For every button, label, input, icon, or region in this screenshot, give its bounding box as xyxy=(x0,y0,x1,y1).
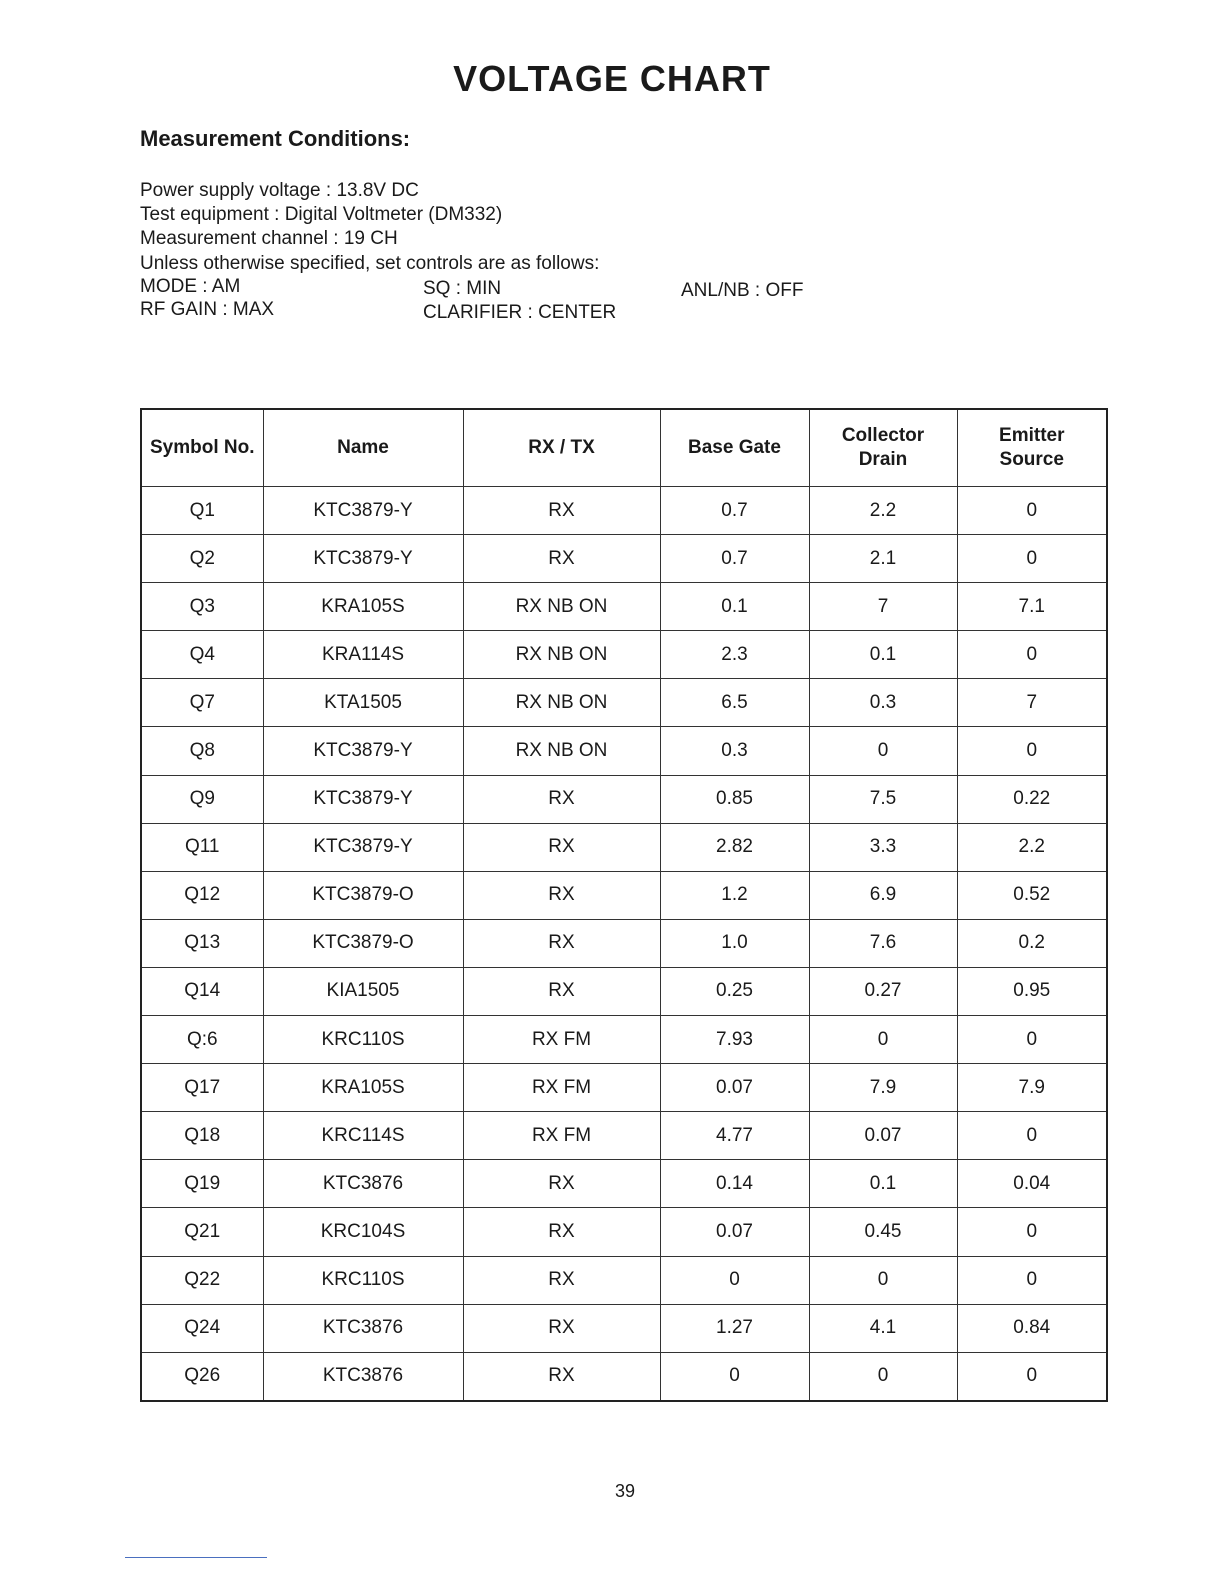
cell-base-gate: 0.85 xyxy=(660,775,809,823)
cell-symbol: Q22 xyxy=(141,1256,263,1304)
clarifier-setting: CLARIFIER : CENTER xyxy=(423,302,617,323)
cell-name: KRA105S xyxy=(263,583,463,631)
cell-name: KTC3879-Y xyxy=(263,775,463,823)
cell-rx-tx: RX NB ON xyxy=(463,631,660,679)
cell-symbol: Q12 xyxy=(141,871,263,919)
cell-emitter-source: 0 xyxy=(957,535,1107,583)
cell-symbol: Q9 xyxy=(141,775,263,823)
cell-rx-tx: RX xyxy=(463,1160,660,1208)
table-body xyxy=(141,487,1107,1402)
table-row xyxy=(141,1160,1107,1208)
cell-collector-drain: 2.1 xyxy=(809,535,957,583)
cell-collector-drain: 0.45 xyxy=(809,1208,957,1256)
cell-name: KIA1505 xyxy=(263,967,463,1015)
cell-name: KRC110S xyxy=(263,1016,463,1064)
cell-name: KRA114S xyxy=(263,631,463,679)
cell-rx-tx: RX xyxy=(463,775,660,823)
header-collector: Collector xyxy=(841,425,925,446)
header-emitter-source xyxy=(957,409,1107,487)
page-number: 39 xyxy=(614,1481,636,1501)
cell-base-gate: 4.77 xyxy=(660,1112,809,1160)
table-row xyxy=(141,823,1107,871)
cell-symbol: Q3 xyxy=(141,583,263,631)
cell-base-gate: 0.7 xyxy=(660,487,809,535)
cell-collector-drain: 6.9 xyxy=(809,871,957,919)
cell-symbol: Q2 xyxy=(141,535,263,583)
cell-emitter-source: 7 xyxy=(957,679,1107,727)
cell-symbol: Q1 xyxy=(141,487,263,535)
table-row xyxy=(141,1256,1107,1304)
cell-name: KTA1505 xyxy=(263,679,463,727)
table-row xyxy=(141,535,1107,583)
cell-rx-tx: RX xyxy=(463,1304,660,1352)
cell-collector-drain: 2.2 xyxy=(809,487,957,535)
cell-emitter-source: 0 xyxy=(957,1016,1107,1064)
cell-symbol: Q:6 xyxy=(141,1016,263,1064)
table-header-row xyxy=(141,409,1107,487)
anl-nb-setting: ANL/NB : OFF xyxy=(681,280,804,301)
table-row xyxy=(141,871,1107,919)
table-row xyxy=(141,1064,1107,1112)
cell-emitter-source: 0 xyxy=(957,487,1107,535)
header-drain: Drain xyxy=(858,449,908,470)
cell-rx-tx: RX xyxy=(463,1256,660,1304)
cell-collector-drain: 0 xyxy=(809,1016,957,1064)
cell-base-gate: 0.25 xyxy=(660,967,809,1015)
table-row xyxy=(141,919,1107,967)
cell-emitter-source: 0.84 xyxy=(957,1304,1107,1352)
table-row xyxy=(141,775,1107,823)
cell-rx-tx: RX NB ON xyxy=(463,727,660,775)
table-row xyxy=(141,583,1107,631)
table-row xyxy=(141,1304,1107,1352)
cell-symbol: Q17 xyxy=(141,1064,263,1112)
cell-rx-tx: RX NB ON xyxy=(463,583,660,631)
cell-base-gate: 2.82 xyxy=(660,823,809,871)
table-row xyxy=(141,1112,1107,1160)
cell-base-gate: 1.27 xyxy=(660,1304,809,1352)
cell-collector-drain: 0 xyxy=(809,1352,957,1401)
header-rx-tx: RX / TX xyxy=(463,409,660,487)
cell-base-gate: 0 xyxy=(660,1256,809,1304)
cell-rx-tx: RX xyxy=(463,823,660,871)
header-name: Name xyxy=(263,409,463,487)
cell-symbol: Q4 xyxy=(141,631,263,679)
cell-name: KTC3876 xyxy=(263,1304,463,1352)
cell-emitter-source: 7.1 xyxy=(957,583,1107,631)
voltage-table xyxy=(140,408,1108,1402)
cell-name: KTC3879-O xyxy=(263,871,463,919)
controls-intro-line: Unless otherwise specified, set controls are as follows: xyxy=(140,253,600,274)
cell-symbol: Q14 xyxy=(141,967,263,1015)
table-row xyxy=(141,679,1107,727)
table-row xyxy=(141,1208,1107,1256)
cell-name: KTC3879-Y xyxy=(263,823,463,871)
cell-name: KTC3879-Y xyxy=(263,487,463,535)
power-supply-line: Power supply voltage : 13.8V DC xyxy=(140,180,419,201)
cell-emitter-source: 0.22 xyxy=(957,775,1107,823)
cell-collector-drain: 0.1 xyxy=(809,631,957,679)
sq-setting: SQ : MIN xyxy=(423,278,502,299)
cell-rx-tx: RX FM xyxy=(463,1016,660,1064)
cell-emitter-source: 0 xyxy=(957,1352,1107,1401)
cell-rx-tx: RX FM xyxy=(463,1112,660,1160)
cell-rx-tx: RX xyxy=(463,871,660,919)
cell-collector-drain: 7.9 xyxy=(809,1064,957,1112)
cell-emitter-source: 0 xyxy=(957,1256,1107,1304)
footer-rule xyxy=(125,1557,267,1558)
cell-collector-drain: 3.3 xyxy=(809,823,957,871)
cell-symbol: Q13 xyxy=(141,919,263,967)
cell-rx-tx: RX xyxy=(463,1208,660,1256)
cell-base-gate: 0.3 xyxy=(660,727,809,775)
cell-rx-tx: RX xyxy=(463,967,660,1015)
test-equipment-line: Test equipment : Digital Voltmeter (DM332) xyxy=(140,204,503,225)
header-emitter: Emitter xyxy=(999,425,1065,446)
cell-emitter-source: 0 xyxy=(957,1112,1107,1160)
cell-base-gate: 0.07 xyxy=(660,1064,809,1112)
cell-name: KTC3876 xyxy=(263,1352,463,1401)
cell-rx-tx: RX NB ON xyxy=(463,679,660,727)
cell-base-gate: 0.14 xyxy=(660,1160,809,1208)
cell-base-gate: 1.2 xyxy=(660,871,809,919)
cell-symbol: Q7 xyxy=(141,679,263,727)
cell-collector-drain: 0.3 xyxy=(809,679,957,727)
rf-gain-setting: RF GAIN : MAX xyxy=(140,299,275,320)
cell-collector-drain: 0.27 xyxy=(809,967,957,1015)
header-source: Source xyxy=(999,449,1064,470)
cell-base-gate: 7.93 xyxy=(660,1016,809,1064)
cell-name: KRC110S xyxy=(263,1256,463,1304)
cell-base-gate: 1.0 xyxy=(660,919,809,967)
cell-collector-drain: 7 xyxy=(809,583,957,631)
cell-collector-drain: 0.07 xyxy=(809,1112,957,1160)
cell-name: KRC104S xyxy=(263,1208,463,1256)
cell-rx-tx: RX xyxy=(463,1352,660,1401)
cell-collector-drain: 0.1 xyxy=(809,1160,957,1208)
cell-symbol: Q24 xyxy=(141,1304,263,1352)
cell-name: KRC114S xyxy=(263,1112,463,1160)
cell-rx-tx: RX FM xyxy=(463,1064,660,1112)
cell-base-gate: 0.07 xyxy=(660,1208,809,1256)
cell-emitter-source: 0.04 xyxy=(957,1160,1107,1208)
cell-base-gate: 6.5 xyxy=(660,679,809,727)
cell-base-gate: 0 xyxy=(660,1352,809,1401)
cell-emitter-source: 0.52 xyxy=(957,871,1107,919)
table-row xyxy=(141,1016,1107,1064)
cell-rx-tx: RX xyxy=(463,487,660,535)
cell-symbol: Q19 xyxy=(141,1160,263,1208)
cell-symbol: Q21 xyxy=(141,1208,263,1256)
cell-name: KTC3876 xyxy=(263,1160,463,1208)
cell-emitter-source: 0 xyxy=(957,631,1107,679)
cell-emitter-source: 7.9 xyxy=(957,1064,1107,1112)
cell-collector-drain: 7.5 xyxy=(809,775,957,823)
header-base-gate: Base Gate xyxy=(660,409,809,487)
table-row xyxy=(141,967,1107,1015)
header-collector-drain xyxy=(809,409,957,487)
table-row xyxy=(141,1352,1107,1401)
header-symbol: Symbol No. xyxy=(141,409,263,487)
cell-base-gate: 0.1 xyxy=(660,583,809,631)
cell-collector-drain: 0 xyxy=(809,1256,957,1304)
measurement-channel-line: Measurement channel : 19 CH xyxy=(140,228,398,249)
cell-base-gate: 0.7 xyxy=(660,535,809,583)
cell-collector-drain: 0 xyxy=(809,727,957,775)
section-heading: Measurement Conditions: xyxy=(140,126,411,151)
cell-symbol: Q11 xyxy=(141,823,263,871)
cell-collector-drain: 4.1 xyxy=(809,1304,957,1352)
cell-name: KTC3879-Y xyxy=(263,727,463,775)
cell-symbol: Q8 xyxy=(141,727,263,775)
cell-name: KTC3879-O xyxy=(263,919,463,967)
page-title: VOLTAGE CHART xyxy=(453,58,771,99)
cell-symbol: Q18 xyxy=(141,1112,263,1160)
cell-symbol: Q26 xyxy=(141,1352,263,1401)
cell-emitter-source: 0.95 xyxy=(957,967,1107,1015)
cell-emitter-source: 0 xyxy=(957,727,1107,775)
cell-rx-tx: RX xyxy=(463,535,660,583)
cell-collector-drain: 7.6 xyxy=(809,919,957,967)
cell-emitter-source: 0.2 xyxy=(957,919,1107,967)
mode-setting: MODE : AM xyxy=(140,276,241,297)
cell-emitter-source: 0 xyxy=(957,1208,1107,1256)
cell-name: KRA105S xyxy=(263,1064,463,1112)
table-row xyxy=(141,727,1107,775)
cell-emitter-source: 2.2 xyxy=(957,823,1107,871)
cell-base-gate: 2.3 xyxy=(660,631,809,679)
cell-rx-tx: RX xyxy=(463,919,660,967)
table-row xyxy=(141,487,1107,535)
cell-name: KTC3879-Y xyxy=(263,535,463,583)
table-row xyxy=(141,631,1107,679)
